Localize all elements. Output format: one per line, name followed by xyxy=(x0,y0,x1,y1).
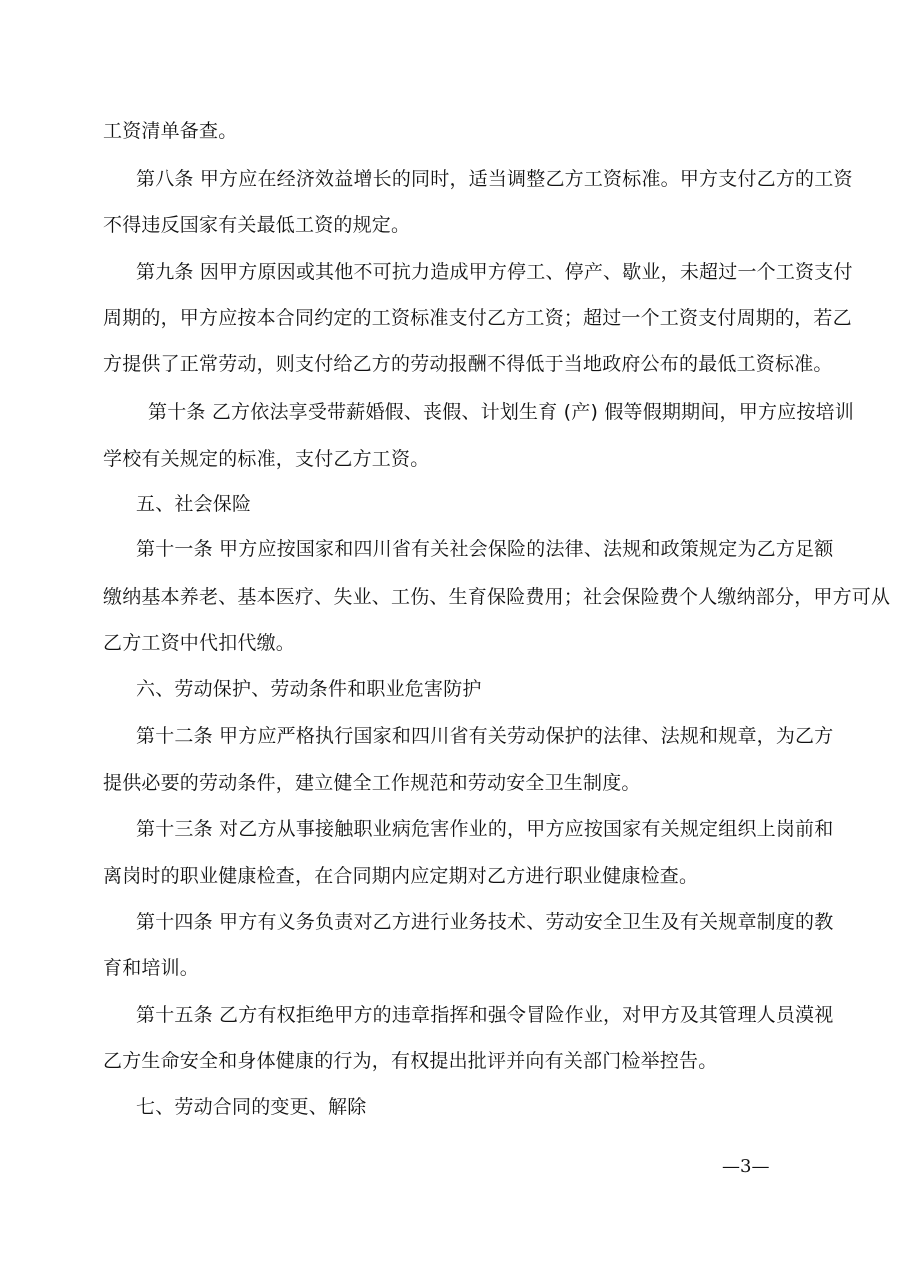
article-11-line-3: 乙方工资中代扣代缴。 xyxy=(103,632,296,654)
article-15-line-1: 第十五条 乙方有权拒绝甲方的违章指挥和强令冒险作业，对甲方及其管理人员漠视 xyxy=(136,1004,834,1026)
article-14-line-2: 育和培训。 xyxy=(103,957,200,979)
article-13-line-2: 离岗时的职业健康检查，在合同期内应定期对乙方进行职业健康检查。 xyxy=(103,865,699,887)
article-12-line-1: 第十二条 甲方应严格执行国家和四川省有关劳动保护的法律、法规和规章，为乙方 xyxy=(136,725,834,747)
article-9-line-3: 方提供了正常劳动，则支付给乙方的劳动报酬不得低于当地政府公布的最低工资标准。 xyxy=(103,353,833,375)
section-7-heading: 七、劳动合同的变更、解除 xyxy=(136,1096,367,1118)
article-9-line-2: 周期的，甲方应按本合同约定的工资标准支付乙方工资；超过一个工资支付周期的，若乙 xyxy=(103,307,852,329)
article-12-line-2: 提供必要的劳动条件，建立健全工作规范和劳动安全卫生制度。 xyxy=(103,772,641,794)
article-11-line-2: 缴纳基本养老、基本医疗、失业、工伤、生育保险费用；社会保险费个人缴纳部分，甲方可从 xyxy=(103,586,891,608)
article-8-line-2: 不得违反国家有关最低工资的规定。 xyxy=(103,214,411,236)
article-11-line-1: 第十一条 甲方应按国家和四川省有关社会保险的法律、法规和政策规定为乙方足额 xyxy=(136,538,834,560)
article-13-line-1: 第十三条 对乙方从事接触职业病危害作业的，甲方应按国家有关规定组织上岗前和 xyxy=(136,818,834,840)
article-14-line-1: 第十四条 甲方有义务负责对乙方进行业务技术、劳动安全卫生及有关规章制度的教 xyxy=(136,911,834,933)
article-15-line-2: 乙方生命安全和身体健康的行为，有权提出批评并向有关部门检举控告。 xyxy=(103,1050,718,1072)
paragraph-line: 工资清单备查。 xyxy=(103,120,238,142)
article-9-line-1: 第九条 因甲方原因或其他不可抗力造成甲方停工、停产、歇业，未超过一个工资支付 xyxy=(136,261,853,283)
page-number: —3— xyxy=(722,1156,770,1177)
section-5-heading: 五、社会保险 xyxy=(136,493,252,515)
article-10-line-1: 第十条 乙方依法享受带薪婚假、丧假、计划生育 (产) 假等假期期间，甲方应按培训 xyxy=(148,401,854,423)
article-8-line-1: 第八条 甲方应在经济效益增长的同时，适当调整乙方工资标准。甲方支付乙方的工资 xyxy=(136,168,853,190)
section-6-heading: 六、劳动保护、劳动条件和职业危害防护 xyxy=(136,678,482,700)
article-10-line-2: 学校有关规定的标准，支付乙方工资。 xyxy=(103,448,430,470)
